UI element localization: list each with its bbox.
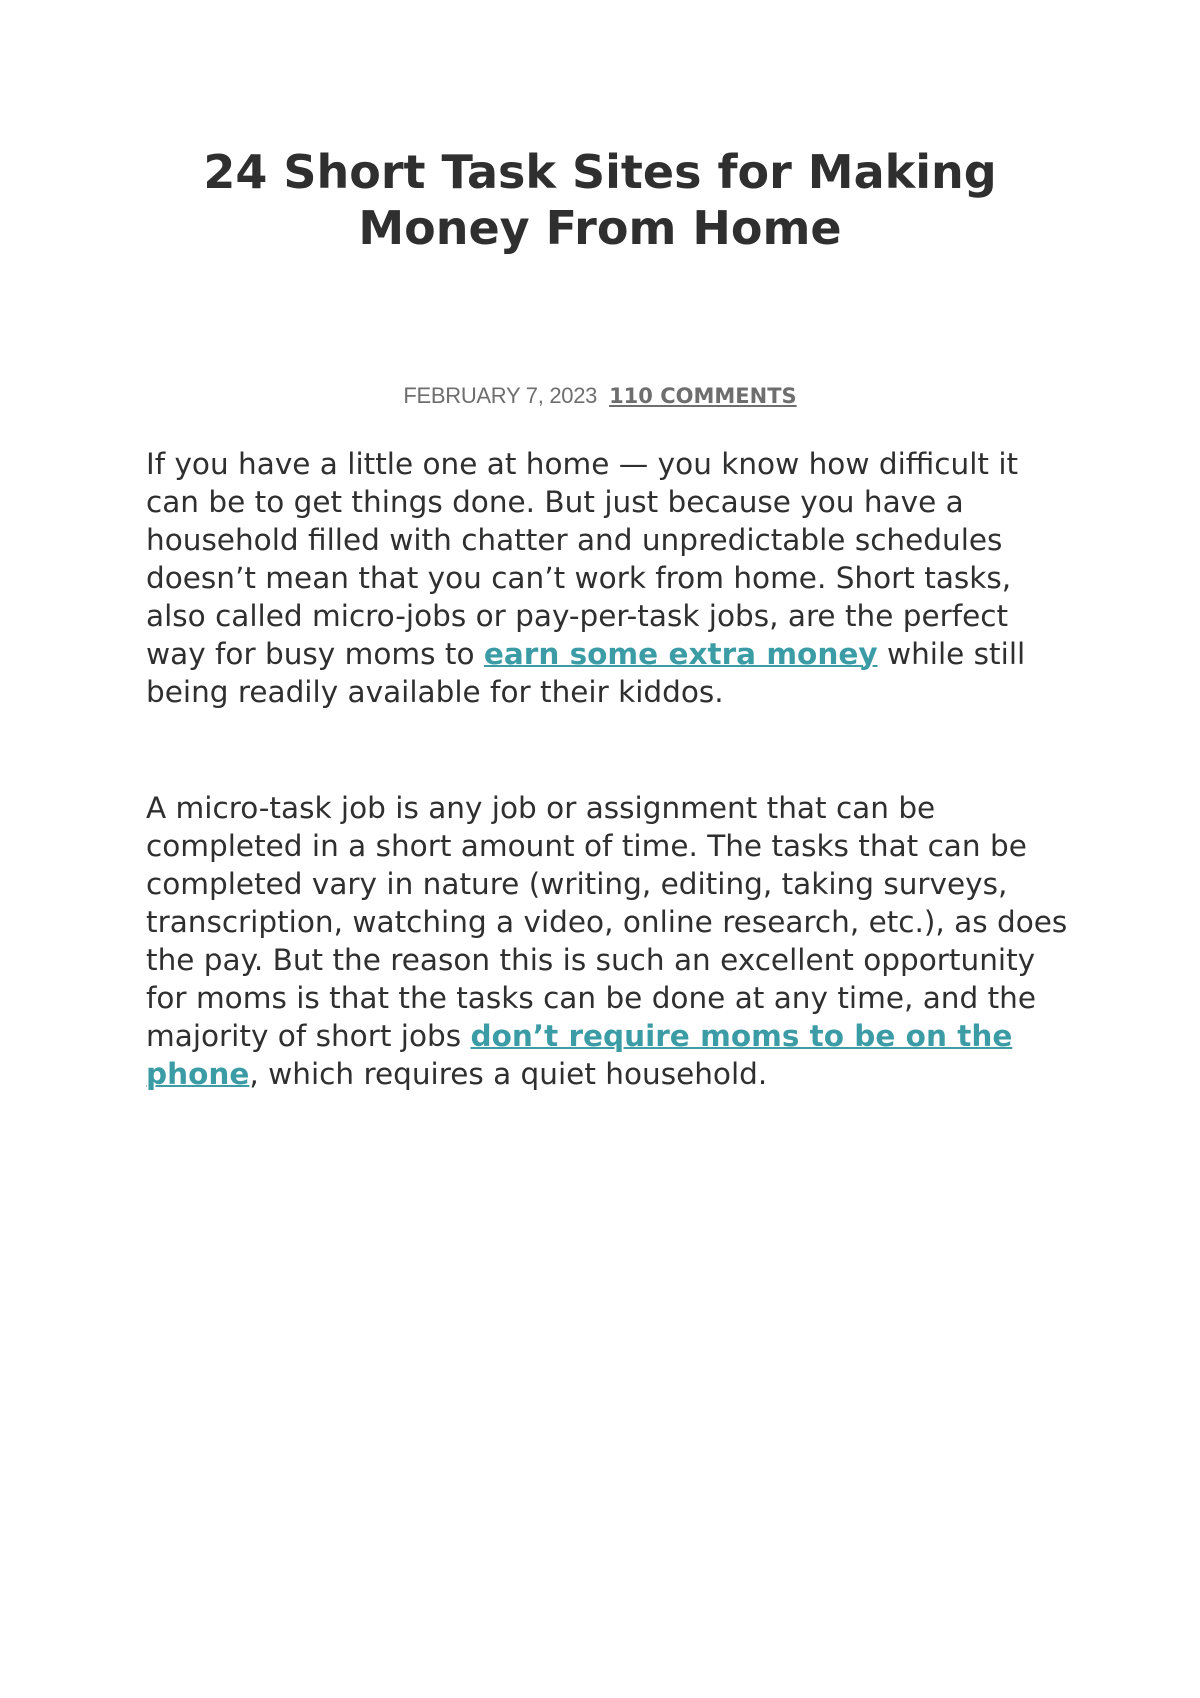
publish-date: FEBRUARY 7, 2023: [403, 383, 598, 408]
earn-extra-money-link[interactable]: earn some extra money: [483, 637, 878, 671]
micro-task-paragraph: [146, 789, 1076, 1093]
paragraph-text: A micro-task job is any job or assignment that can be completed in a short amount of time. The tasks that can be completed vary in nature (writing, editing, taking surveys, transcription, watching a video, online research, etc.), as does the pay. But the reason this is such an excellent opportunity for moms is that the tasks can be done at any time, and the majority of short jobs: [146, 791, 1068, 1053]
comments-link[interactable]: 110 COMMENTS: [609, 384, 797, 408]
paragraph-text: If you have a little one at home — you know how difficult it can be to get things done. But just because you have a household filled with chatter and unpredictable schedules doesn’t mean that you can’t work from home. Short tasks, also called micro-jobs or pay-per-task jobs, are the perfect way for busy moms to: [146, 447, 1019, 671]
no-phone-jobs-link[interactable]: don’t require moms to be on the phone: [146, 1019, 1013, 1091]
paragraph-text: while still being readily available for their kiddos.: [146, 637, 1026, 709]
article-meta: [0, 381, 1200, 411]
intro-paragraph: [146, 445, 1076, 711]
article-title: 24 Short Task Sites for Making Money From Home: [203, 145, 997, 255]
paragraph-text: , which requires a quiet household.: [249, 1057, 768, 1091]
